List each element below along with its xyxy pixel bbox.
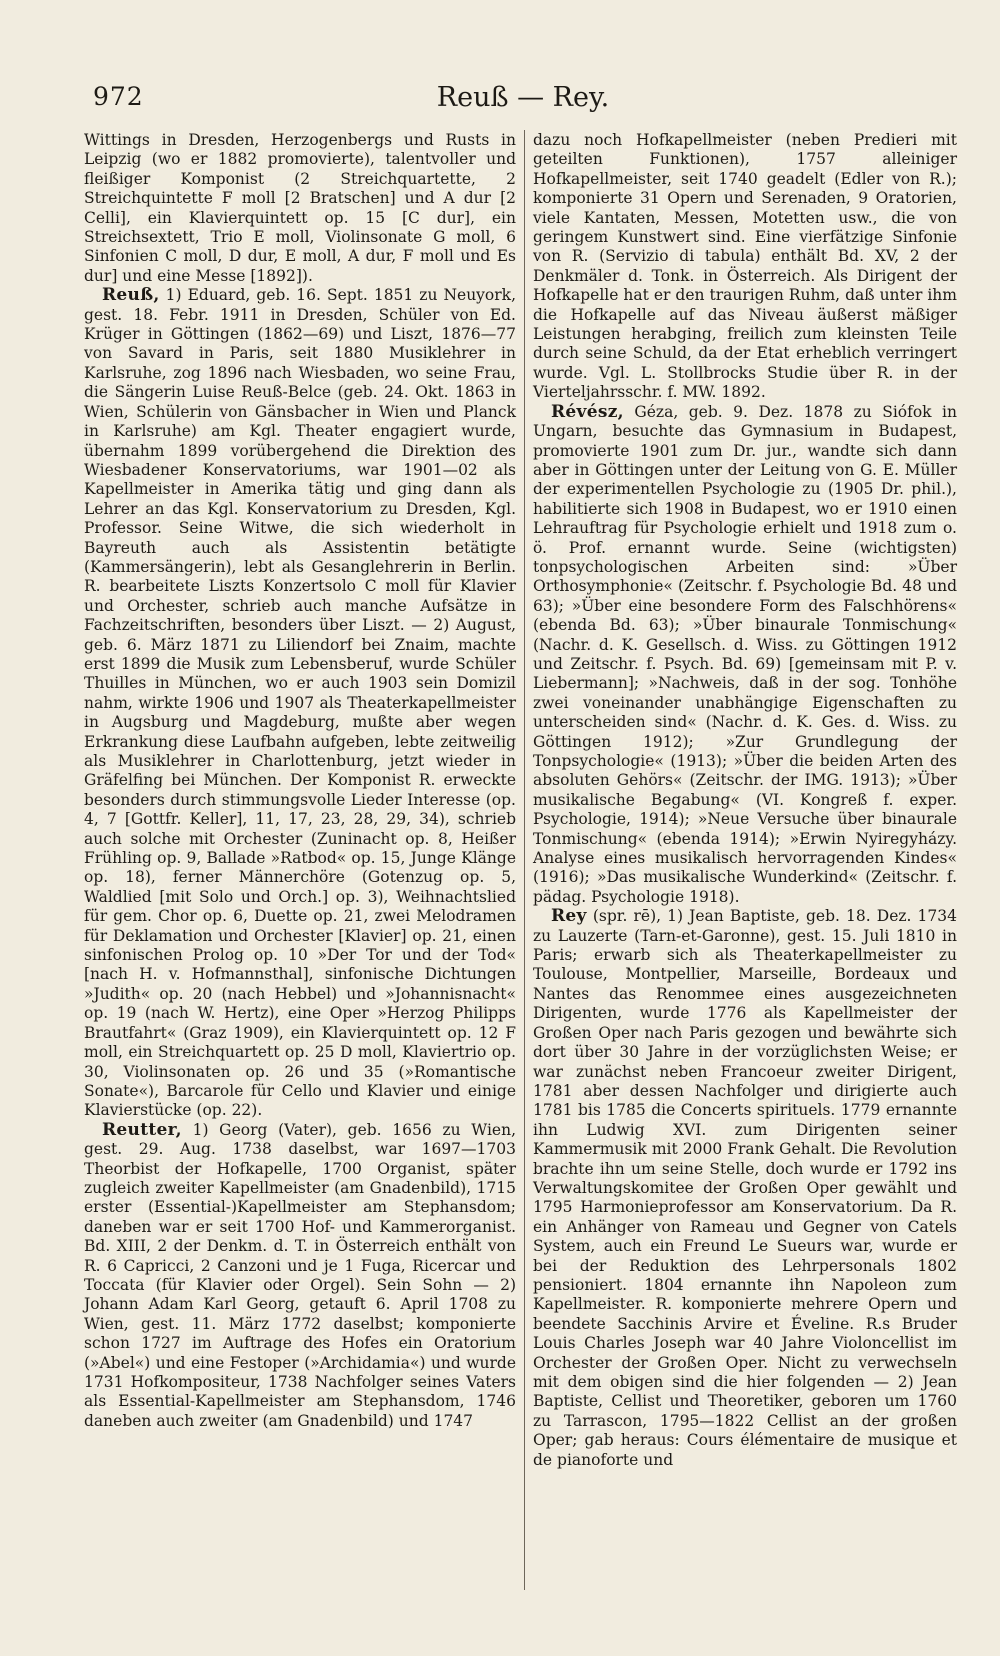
entry-text: dazu noch Hofkapellmeister (neben Predieri mit geteilten Funktionen), 1757 alleiniger Hofkapellmeister, seit 1740 geadelt (Edler von R.); komponierte 31 Opern und Serenaden, 9 Oratorien, viele Kantaten, Messen, Motetten usw., die von geringem Kunstwert sind. Eine vierfätzige Sinfonie von R. (Servizio di tabula) enthält Bd. XV, 2 der Denkmäler d. Tonk. in Österreich. Als Dirigent der Hofkapelle hat er den traurigen Ruhm, daß unter ihm die Hofkapelle auf das Niveau äußerst mäßiger Leistungen herabging, freilich zum kleinsten Teile durch seine Schuld, da der Etat erheblich verringert wurde. Vgl. L. Stollbrocks Studie über R. in der Vierteljahrsschr. f. MW. 1892.: [533, 131, 957, 402]
entry-text: 1) Eduard, geb. 16. Sept. 1851 zu Neuyork, gest. 18. Febr. 1911 in Dresden, Schüler von Ed. Krüger in Göttingen (1862—69) und Liszt, 1876—77 von Savard in Paris, seit 1880 Musiklehrer in Karlsruhe, zog 1896 nach Wiesbaden, wo seine Frau, die Sängerin Luise Reuß-Belce (geb. 24. Okt. 1863 in Wien, Schülerin von Gänsbacher in Wien und Planck in Karlsruhe) am Kgl. Theater engagiert wurde, übernahm 1899 vorübergehend die Direktion des Wiesbadener Konservatoriums, war 1901—02 als Kapellmeister in Amerika tätig und ging dann als Lehrer an das Kgl. Konservatorium zu Dresden, Kgl. Professor. Seine Witwe, die sich wiederholt in Bayreuth auch als Assistentin betätigte (Kammersängerin), lebt als Gesanglehrerin in Berlin. R. bearbeitete Liszts Konzertsolo C moll für Klavier und Orchester, schrieb auch manche Aufsätze in Fachzeitschriften, besonders über Liszt. — 2) August, geb. 6. März 1871 zu Liliendorf bei Znaim, machte erst 1899 die Musik zum Lebensberuf, wurde Schüler Thuilles in München, wo er auch 1903 sein Domizil nahm, wirkte 1906 und 1907 als Theaterkapellmeister in Augsburg und Magdeburg, mußte aber wegen Erkrankung diese Laufbahn aufgeben, lebte zeitweilig als Musiklehrer in Charlottenburg, jetzt wieder in Gräfelfing bei München. Der Komponist R. erweckte besonders durch stimmungsvolle Lieder Interesse (op. 4, 7 [Gottfr. Keller], 11, 17, 23, 28, 29, 34), schrieb auch solche mit Orchester (Zuninacht op. 8, Heißer Frühling op. 9, Ballade »Ratbod« op. 15, Junge Klänge op. 18), ferner Männerchöre (Gotenzug op. 5, Waldlied [mit Solo und Orch.] op. 3), Weihnachtslied für gem. Chor op. 6, Duette op. 21, zwei Melodramen für Deklamation und Orchester [Klavier] op. 21, einen sinfonischen Prolog op. 10 »Der Tor und der Tod« [nach H. v. Hofmannsthal], sinfonische Dichtungen »Judith« op. 20 (nach Hebbel) und »Johannisnacht« op. 19 (nach W. Hertz), eine Oper »Herzog Philipps Brautfahrt« (Graz 1909), ein Klavierquintett op. 12 F moll, ein Streichquartett op. 25 D moll, Klaviertrio op. 30, Violinsonaten op. 26 und 35 (»Romantische Sonate«), Barcarole für Cello und Klavier und einige Klavierstücke (op. 22).: [84, 286, 516, 1120]
entry-headword: Révész,: [551, 401, 624, 422]
entry-continuation: [84, 131, 516, 286]
entry-text: Géza, geb. 9. Dez. 1878 zu Siófok in Ungarn, besuchte das Gymnasium in Budapest, promovierte 1901 zum Dr. jur., wandte sich dann aber in Göttingen unter der Leitung von G. E. Müller der experimentellen Psychologie zu (1905 Dr. phil.), habilitierte sich 1908 in Budapest, wo er 1910 einen Lehrauftrag für Psychologie erhielt und 1918 zum o. ö. Prof. ernannt wurde. Seine (wichtigsten) tonpsychologischen Arbeiten sind: »Über Orthosymphonie« (Zeitschr. f. Psychologie Bd. 48 und 63); »Über eine besondere Form des Falschhörens« (ebenda Bd. 63); »Über binaurale Tonmischung« (Nachr. d. K. Gesellsch. d. Wiss. zu Göttingen 1912 und Zeitschr. f. Psych. Bd. 69) [gemeinsam mit P. v. Liebermann]; »Nachweis, daß in der sog. Tonhöhe zwei voneinander unabhängige Eigenschaften zu unterscheiden sind« (Nachr. d. K. Ges. d. Wiss. zu Göttingen 1912); »Zur Grundlegung der Tonpsychologie« (1913); »Über die beiden Arten des absoluten Gehörs« (Zeitschr. der IMG. 1913); »Über musikalische Begabung« (VI. Kongreß f. exper. Psychologie, 1914); »Neue Versuche über binaurale Tonmischung« (ebenda 1914); »Erwin Nyiregyházy. Analyse eines musikalisch hervorragenden Kindes« (1916); »Das musikalische Wunderkind« (Zeitschr. f. pädag. Psychologie 1918).: [533, 402, 957, 906]
entry-text: (spr. rē), 1) Jean Baptiste, geb. 18. Dez. 1734 zu Lauzerte (Tarn-et-Garonne), gest. 15. Juli 1810 in Paris; erwarb sich als Theaterkapellmeister zu Toulouse, Montpellier, Marseille, Bordeaux und Nantes das Renommee eines ausgezeichneten Dirigenten, wurde 1776 als Kapellmeister der Großen Oper nach Paris gezogen und bewährte sich dort über 30 Jahre in der vorzüglichsten Weise; er war zunächst neben Francoeur zweiter Dirigent, 1781 aber dessen Nachfolger und dirigierte auch 1781 bis 1785 die Concerts spirituels. 1779 ernannte ihn Ludwig XVI. zum Dirigenten seiner Kammermusik mit 2000 Frank Gehalt. Die Revolution brachte ihn um seine Stelle, doch wurde er 1792 ins Verwaltungskomitee der Großen Oper gewählt und 1795 Harmonieprofessor am Konservatorium. Da R. ein Anhänger von Rameau und Gegner von Catels System, auch ein Freund Le Sueurs war, wurde er bei der Reduktion des Lehrpersonals 1802 pensioniert. 1804 ernannte ihn Napoleon zum Kapellmeister. R. komponierte mehrere Opern und beendete Sacchinis Arvire et Éveline. R.s Bruder Louis Charles Joseph war 40 Jahre Violoncellist im Orchester der Großen Oper. Nicht zu verwechseln mit dem obigen sind die hier folgenden — 2) Jean Baptiste, Cellist und Theoretiker, geboren um 1760 zu Tarrascon, 1795—1822 Cellist an der großen Oper; gab heraus: Cours élémentaire de musique et de pianoforte und: [533, 907, 957, 1469]
running-head: Reuß — Rey.: [436, 82, 610, 113]
entry-headword: Reuß,: [102, 285, 160, 306]
entry-reutter: [84, 1121, 516, 1432]
right-column: [533, 131, 957, 1470]
entry-revesz: [533, 403, 957, 908]
entry-text: 1) Georg (Vater), geb. 1656 zu Wien, gest. 29. Aug. 1738 daselbst, war 1697—1703 Theorbist der Hofkapelle, 1700 Organist, später zugleich zweiter Kapellmeister (am Gnadenbild), 1715 erster (Essential-)Kapellmeister am Stephansdom; daneben war er seit 1700 Hof- und Kammerorganist. Bd. XIII, 2 der Denkm. d. T. in Österreich enthält von R. 6 Capricci, 2 Canzoni und je 1 Fuga, Ricercar und Toccata (für Klavier oder Orgel). Sein Sohn — 2) Johann Adam Karl Georg, getauft 6. April 1708 zu Wien, gest. 11. März 1772 daselbst; komponierte schon 1727 im Auftrage des Hofes ein Oratorium (»Abel«) und eine Festoper (»Archidamia«) und wurde 1731 Hofkompositeur, 1738 Nachfolger seines Vaters als Essential-Kapellmeister am Stephansdom, 1746 daneben auch zweiter (am Gnadenbild) und 1747: [84, 1120, 516, 1430]
entry-reuss: [84, 286, 516, 1120]
entry-rey: [533, 907, 957, 1470]
entry-headword: Rey: [551, 906, 587, 927]
page-header: [93, 82, 953, 118]
page-number: 972: [93, 82, 144, 111]
entry-continuation: [533, 131, 957, 403]
column-divider: [524, 130, 525, 1590]
left-column: [84, 131, 516, 1431]
entry-text: Wittings in Dresden, Herzogenbergs und Rusts in Leipzig (wo er 1882 promovierte), talentvoller und fleißiger Komponist (2 Streichquartette, 2 Streichquintette F moll [2 Bratschen] und A dur [2 Celli], ein Klavierquintett op. 15 [C dur], ein Streichsextett, Trio E moll, Violinsonate G moll, 6 Sinfonien C moll, D dur, E moll, A dur, F moll und Es dur] und eine Messe [1892]).: [84, 131, 516, 285]
entry-headword: Reutter,: [102, 1119, 182, 1140]
